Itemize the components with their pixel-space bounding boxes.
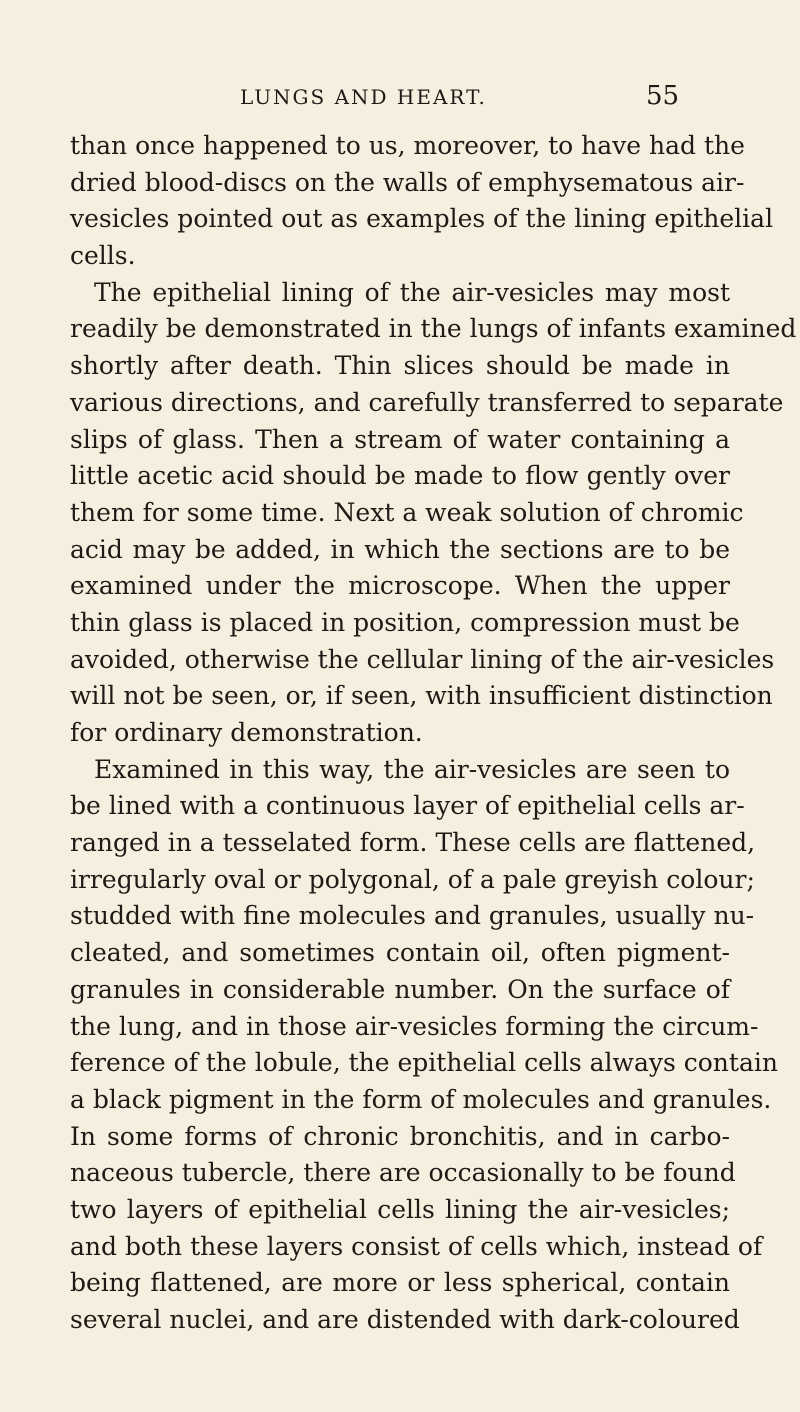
text-line: examined under the microscope. When the upper bbox=[70, 571, 730, 601]
text-line: Examined in this way, the air-vesicles are seen to bbox=[94, 754, 730, 784]
text-line: In some forms of chronic bronchitis, and in carbo- bbox=[70, 1121, 730, 1151]
text-line: studded with fine molecules and granules, usually nu- bbox=[70, 901, 755, 931]
text-line: cleated, and sometimes contain oil, often pigment- bbox=[70, 938, 730, 968]
running-head: LUNGS AND HEART. bbox=[240, 85, 487, 109]
text-line: dried blood-discs on the walls of emphysematous air- bbox=[70, 167, 745, 197]
text-line: being flattened, are more or less spherical, contain bbox=[70, 1268, 730, 1298]
text-line: little acetic acid should be made to flow gently over bbox=[70, 461, 730, 491]
text-line: avoided, otherwise the cellular lining of the air-vesicles bbox=[70, 644, 775, 674]
text-line: ranged in a tesselated form. These cells are flattened, bbox=[70, 828, 756, 858]
text-line: slips of glass. Then a stream of water containing a bbox=[70, 424, 730, 454]
text-line: cells. bbox=[70, 241, 136, 271]
text-line: shortly after death. Thin slices should be made in bbox=[70, 351, 730, 381]
text-line: ference of the lobule, the epithelial cells always contain bbox=[70, 1048, 778, 1078]
text-line: granules in considerable number. On the surface of bbox=[70, 974, 730, 1004]
body-text bbox=[70, 128, 797, 1339]
page-number: 55 bbox=[646, 81, 680, 111]
text-line: a black pigment in the form of molecules and granules. bbox=[70, 1084, 772, 1114]
text-line: The epithelial lining of the air-vesicles may most bbox=[94, 277, 730, 307]
text-line: readily be demonstrated in the lungs of infants examined bbox=[70, 314, 797, 344]
text-line: various directions, and carefully transferred to separate bbox=[70, 387, 784, 417]
text-line: be lined with a continuous layer of epithelial cells ar- bbox=[70, 791, 745, 821]
text-line: the lung, and in those air-vesicles forming the circum- bbox=[70, 1011, 759, 1041]
text-line: them for some time. Next a weak solution of chromic bbox=[70, 497, 744, 527]
text-line: will not be seen, or, if seen, with insufficient distinction bbox=[70, 681, 773, 711]
text-line: vesicles pointed out as examples of the lining epithelial bbox=[70, 204, 774, 234]
text-line: acid may be added, in which the sections are to be bbox=[70, 534, 730, 564]
text-line: and both these layers consist of cells which, instead of bbox=[70, 1231, 763, 1261]
text-line: than once happened to us, moreover, to have had the bbox=[70, 131, 745, 160]
text-line: several nuclei, and are distended with dark-coloured bbox=[70, 1305, 740, 1334]
text-line: two layers of epithelial cells lining the air-vesicles; bbox=[70, 1194, 730, 1224]
text-line: naceous tubercle, there are occasionally to be found bbox=[70, 1158, 736, 1188]
text-line: thin glass is placed in position, compression must be bbox=[70, 607, 740, 637]
text-line: for ordinary demonstration. bbox=[70, 718, 423, 747]
text-line: irregularly oval or polygonal, of a pale greyish colour; bbox=[70, 864, 755, 894]
